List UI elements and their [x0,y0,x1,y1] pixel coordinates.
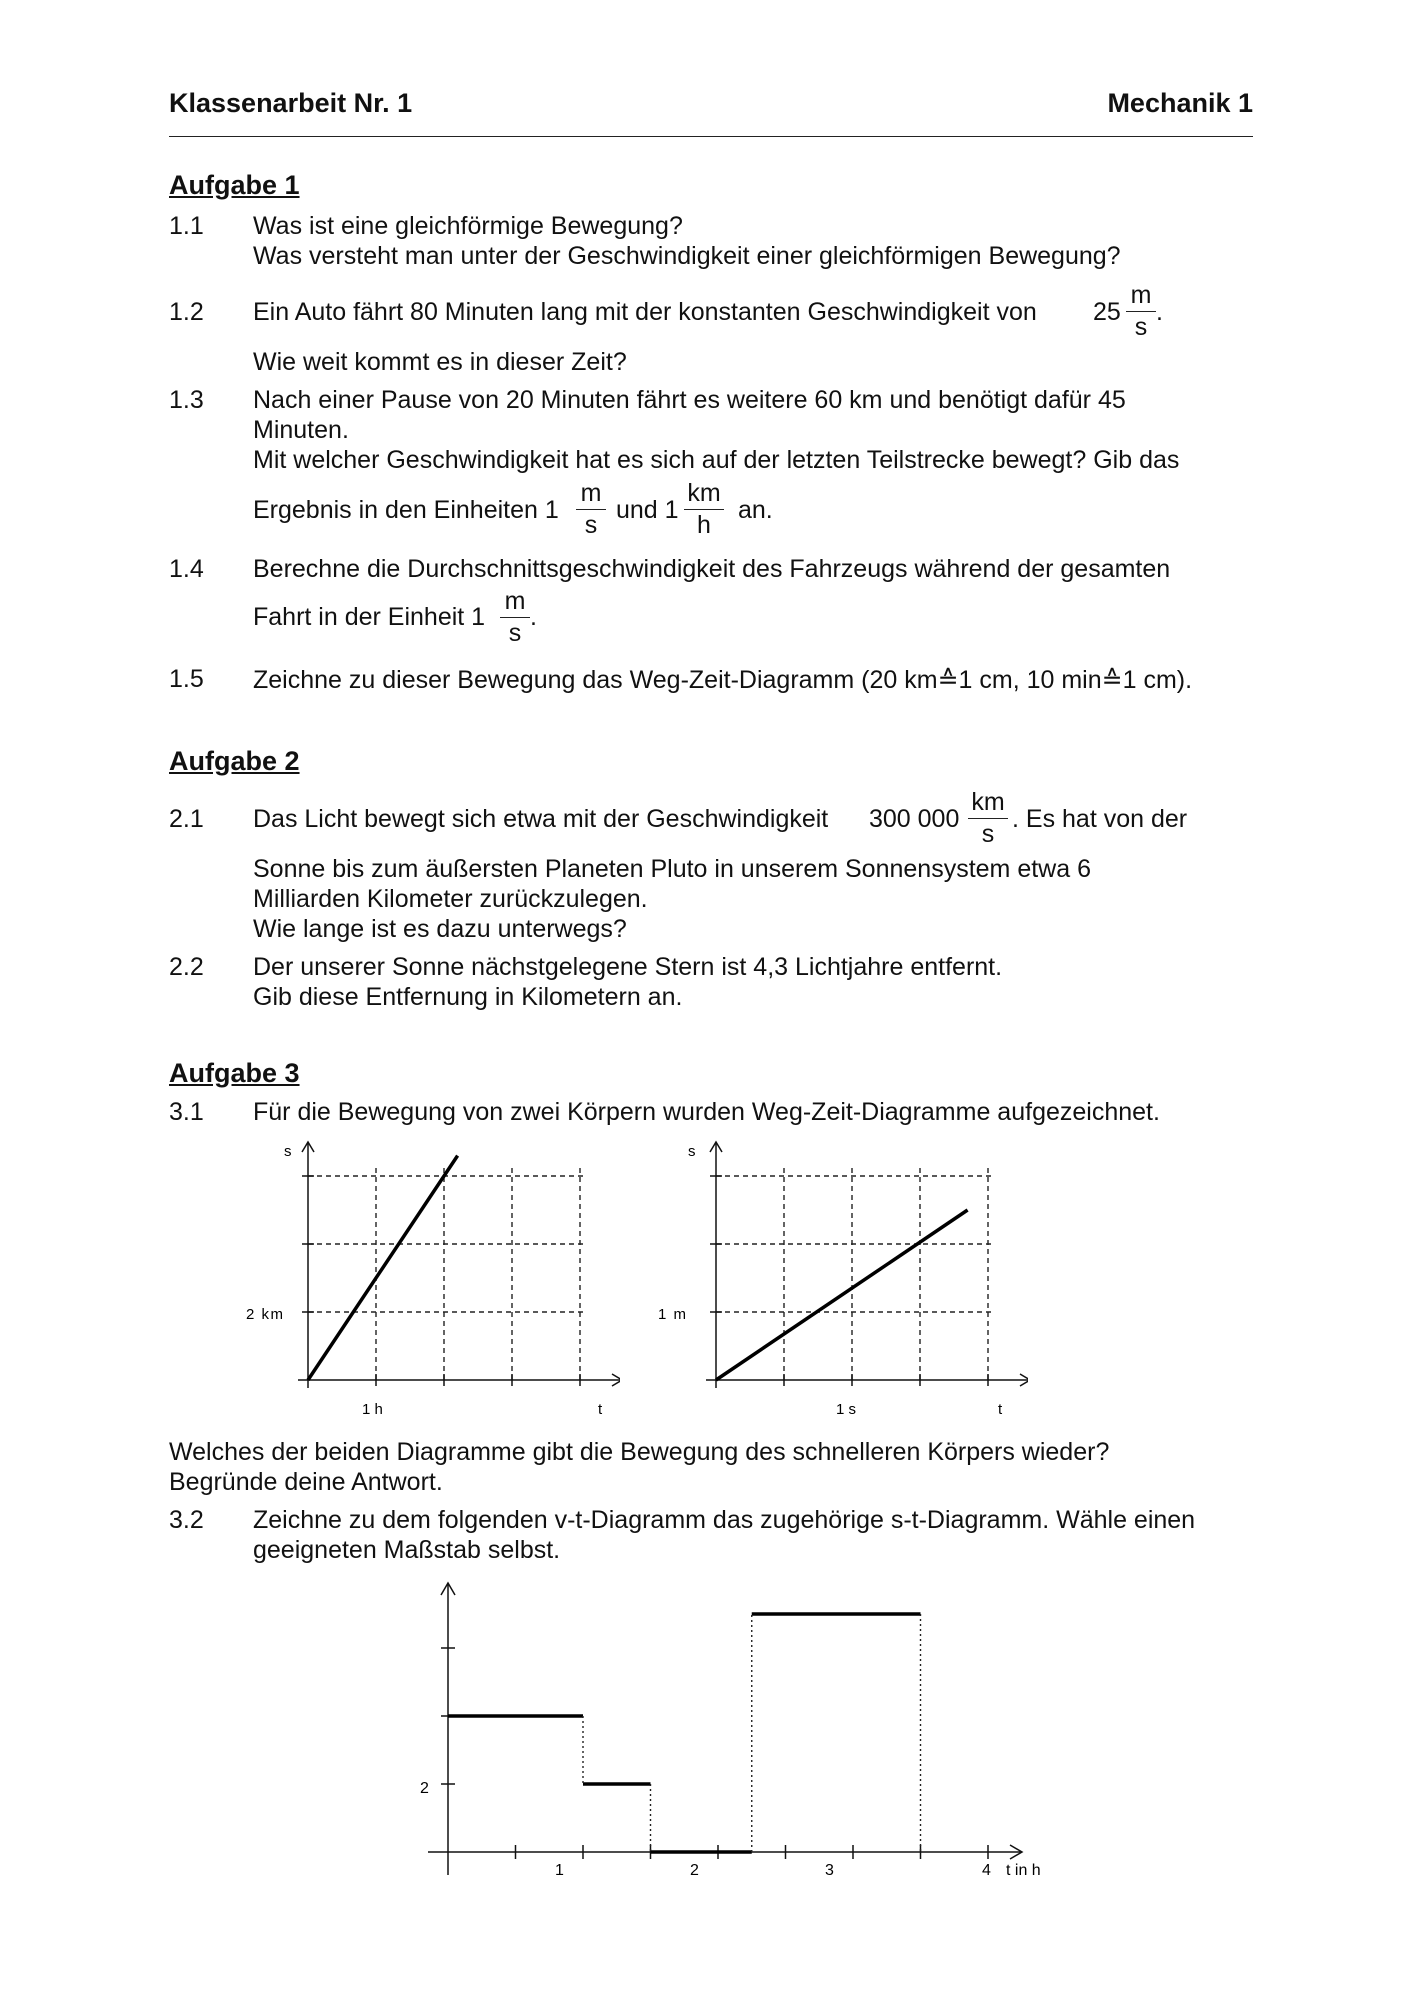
q14-unit-denominator: s [508,619,522,647]
q15-scale4: 1 cm [1122,666,1177,694]
header-divider [169,136,1253,137]
q13-line2: Minuten. [253,416,349,444]
q21-number: 2.1 [169,805,204,833]
chart1-plot [298,1142,620,1388]
q31-after-line2: Begründe deine Antwort. [169,1468,443,1496]
q21-unit-denominator: s [981,820,995,848]
chart3-x-tick-2: 2 [690,1862,699,1879]
q22-number: 2.2 [169,953,204,981]
q15-scale2: 1 cm, [958,666,1020,694]
chart2-x-tick-label: 1 s [836,1401,857,1418]
q12-value: 25 [1093,298,1121,326]
q32-line1: Zeichne zu dem folgenden v-t-Diagramm das zugehörige s-t-Diagramm. Wähle einen [253,1506,1196,1534]
q15-scale3: 10 min [1026,666,1102,694]
q12-line1: Ein Auto fährt 80 Minuten lang mit der konstanten Geschwindigkeit von [253,298,1037,326]
q13-line4a: Ergebnis in den Einheiten 1 [253,496,559,524]
q13-unit1-denominator: s [584,511,598,539]
chart1-ylabel: s [284,1143,292,1160]
q21-unit-numerator: km [971,788,1005,816]
q12-unit-denominator: s [1134,313,1148,341]
q21-unit-fraction [968,790,1008,847]
st-diagram-2 [648,1130,1028,1430]
q31-after-line1: Welches der beiden Diagramme gibt die Bewegung des schnelleren Körpers wieder? [169,1438,1110,1466]
chart3-y-tick-label: 2 [420,1780,429,1797]
q12-unit-fraction [1126,283,1156,340]
q32-line2: geeigneten Maßstab selbst. [253,1536,561,1564]
q15-scale1: 20 km [869,666,938,694]
q22-line1: Der unserer Sonne nächstgelegene Stern ist 4,3 Lichtjahre entfernt. [253,953,1003,981]
q32-number: 3.2 [169,1506,204,1534]
chart1-xlabel: t [598,1401,603,1418]
q15-line [253,665,1192,695]
q21-line3: Milliarden Kilometer zurückzulegen. [253,885,648,913]
q13-line3: Mit welcher Geschwindigkeit hat es sich auf der letzten Teilstrecke bewegt? Gib das [253,446,1180,474]
fraction-bar [500,617,530,618]
chart3-xlabel: t in h [1006,1862,1041,1879]
chart2-xlabel: t [998,1401,1003,1418]
series-line [308,1156,458,1380]
q21-value: 300 000 [869,805,960,833]
chart2-y-tick-label: 1 m [658,1306,688,1323]
chart3-plot [428,1583,1022,1875]
q12-number: 1.2 [169,298,204,326]
q13-unit2-numerator: km [687,479,721,507]
aufgabe-3-title: Aufgabe 3 [169,1058,300,1088]
q15-close: ). [1176,666,1193,694]
q15-text: Zeichne zu dieser Bewegung das Weg-Zeit-Diagramm ( [253,666,870,694]
q12-unit-numerator: m [1130,281,1152,309]
aufgabe-1-title: Aufgabe 1 [169,170,300,200]
q12-line2: Wie weit kommt es in dieser Zeit? [253,348,627,376]
q14-line2b: . [530,603,537,631]
q14-line2a: Fahrt in der Einheit 1 [253,603,486,631]
q21-line1b: . Es hat von der [1012,805,1188,833]
q21-line1a: Das Licht bewegt sich etwa mit der Geschwindigkeit [253,805,829,833]
q13-unit1-fraction [576,481,606,538]
q13-unit2-denominator: h [697,511,711,539]
q31-number: 3.1 [169,1098,204,1126]
chart1-y-tick-label: 2 km [246,1306,285,1323]
q31-line1: Für die Bewegung von zwei Körpern wurden Weg-Zeit-Diagramme aufgezeichnet. [253,1098,1160,1126]
q13-number: 1.3 [169,386,204,414]
q11-line2: Was versteht man unter der Geschwindigkeit einer gleichförmigen Bewegung? [253,242,1121,270]
fraction-bar [1126,311,1156,312]
series-line [716,1210,968,1380]
q21-line4: Wie lange ist es dazu unterwegs? [253,915,627,943]
aufgabe-2-title: Aufgabe 2 [169,746,300,776]
vt-diagram [400,1575,1080,1895]
q15-number: 1.5 [169,665,204,693]
q11-line1: Was ist eine gleichförmige Bewegung? [253,212,683,240]
q14-line1: Berechne die Durchschnittsgeschwindigkeit des Fahrzeugs während der gesamten [253,555,1171,583]
chart1-x-tick-label: 1 h [362,1401,383,1418]
fraction-bar [684,509,724,510]
chart3-x-tick-3: 3 [825,1862,834,1879]
chart3-x-tick-4: 4 [982,1862,991,1879]
fraction-bar [576,509,606,510]
fraction-bar [968,818,1008,819]
st-diagram-1 [240,1130,620,1430]
corresponds-symbol: ≙ [937,666,959,694]
chart3-x-tick-1: 1 [555,1862,564,1879]
q14-unit-fraction [500,589,530,646]
q14-number: 1.4 [169,555,204,583]
q21-line2: Sonne bis zum äußersten Planeten Pluto in unserem Sonnensystem etwa 6 [253,855,1091,883]
q12-dot: . [1156,298,1163,326]
chart2-plot [706,1142,1028,1388]
header-right: Mechanik 1 [1107,88,1253,118]
q11-number: 1.1 [169,212,204,240]
q13-unit2-fraction [684,481,724,538]
q13-line1: Nach einer Pause von 20 Minuten fährt es weitere 60 km und benötigt dafür 45 [253,386,1126,414]
q13-line4c: an. [738,496,773,524]
q22-line2: Gib diese Entfernung in Kilometern an. [253,983,683,1011]
header-left: Klassenarbeit Nr. 1 [169,88,413,118]
q13-unit1-numerator: m [580,479,602,507]
chart2-ylabel: s [688,1143,696,1160]
corresponds-symbol: ≙ [1101,666,1123,694]
q14-unit-numerator: m [504,587,526,615]
q13-line4b: und 1 [616,496,679,524]
